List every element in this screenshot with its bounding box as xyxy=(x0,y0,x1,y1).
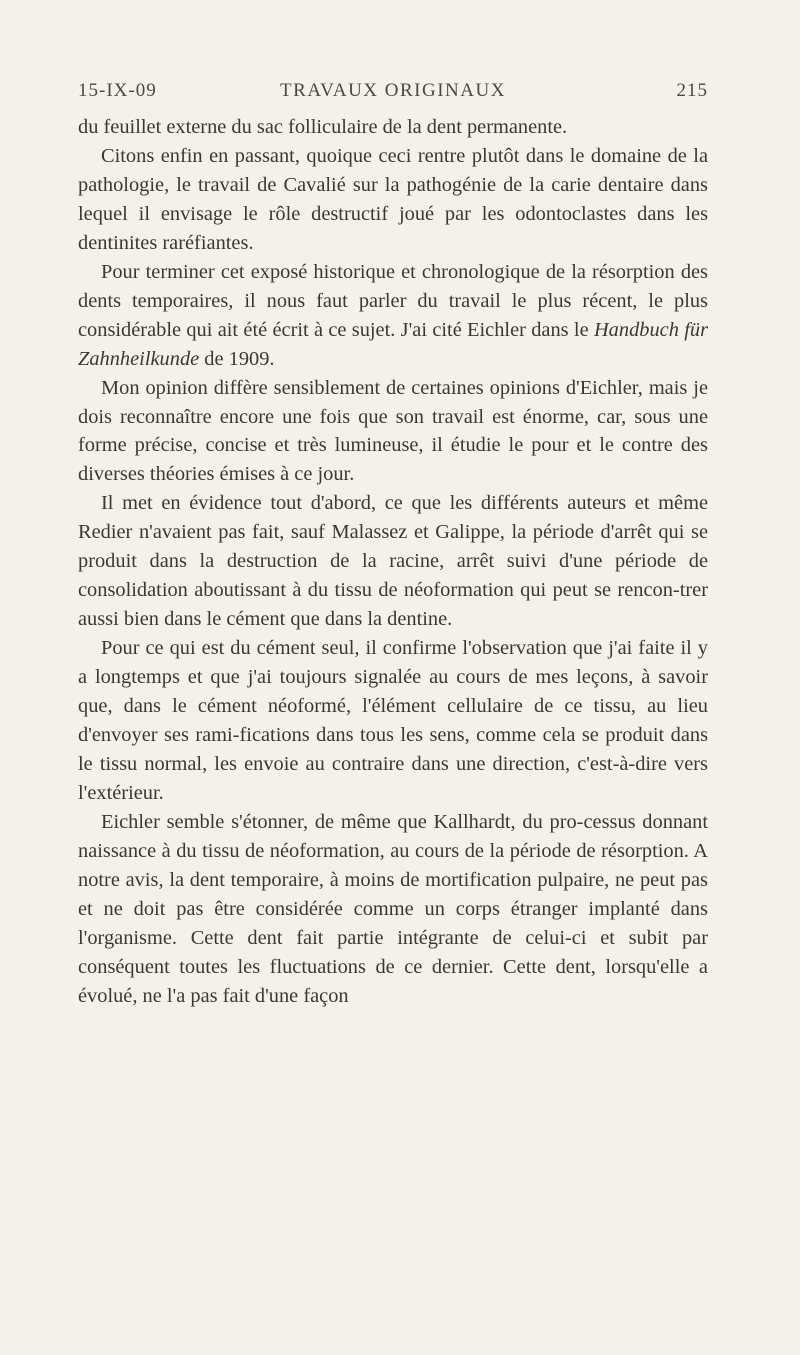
paragraph-5: Il met en évidence tout d'abord, ce que les différents auteurs et même Redier n'avaient pas fait, sauf Malassez et Galippe, la période d'arrêt qui se produit dans la destruction de la racine, arrêt suivi d'une période de consolidation aboutissant à du tissu de néoformation qui peut se rencon-trer aussi bien dans le cément que dans la dentine. xyxy=(78,492,708,631)
paragraph-4: Mon opinion diffère sensiblement de certaines opinions d'Eichler, mais je dois reconnaître encore une fois que son travail est énorme, car, sous une forme précise, concise et très lumineuse, il étudie le pour et le contre des diverses théories émises à ce jour. xyxy=(78,376,708,486)
paragraph-3-text-end: de 1909. xyxy=(199,347,275,370)
header-section-title: TRAVAUX ORIGINAUX xyxy=(280,80,506,101)
paragraph-2: Citons enfin en passant, quoique ceci rentre plutôt dans le domaine de la pathologie, le travail de Cavalié sur la pathogénie de la carie dentaire dans lequel il envisage le rôle destructif joué par les odontoclastes dans les dentinites raréfiantes. xyxy=(78,144,708,254)
page-number: 215 xyxy=(676,80,708,101)
paragraph-6: Pour ce qui est du cément seul, il confirme l'observation que j'ai faite il y a longtemps et que j'ai toujours signalée au cours de mes leçons, à savoir que, dans le cément néoformé, l'élément cellulaire de ce tissu, au lieu d'envoyer ses rami-fications dans tous les sens, comme cela se produit dans le tissu normal, les envoie au contraire dans une direction, c'est-à-dire vers l'extérieur. xyxy=(78,637,708,804)
header-date: 15-IX-09 xyxy=(78,80,157,101)
running-header xyxy=(78,80,708,106)
paragraph-1: du feuillet externe du sac folliculaire de la dent permanente. xyxy=(78,116,568,138)
body-text xyxy=(78,113,708,1011)
paragraph-7: Eichler semble s'étonner, de même que Kallhardt, du pro-cessus donnant naissance à du tissu de néoformation, au cours de la période de résorption. A notre avis, la dent temporaire, à moins de mortification pulpaire, ne peut pas et ne doit pas être considérée comme un corps étranger implanté dans l'organisme. Cette dent fait partie intégrante de celui-ci et subit par conséquent toutes les fluctuations de ce dernier. Cette dent, lorsqu'elle a évolué, ne l'a pas fait d'une façon xyxy=(78,810,708,1007)
book-title-italic: Handbuch für Zahnheilkunde xyxy=(78,318,709,370)
paragraph-3-text: Pour terminer cet exposé historique et chronologique de la résorption des dents temporaires, il nous faut parler du travail le plus récent, le plus considérable qui ait été écrit à ce sujet. J'ai cité Eichler dans le xyxy=(78,260,708,341)
paragraph-3 xyxy=(78,258,708,374)
